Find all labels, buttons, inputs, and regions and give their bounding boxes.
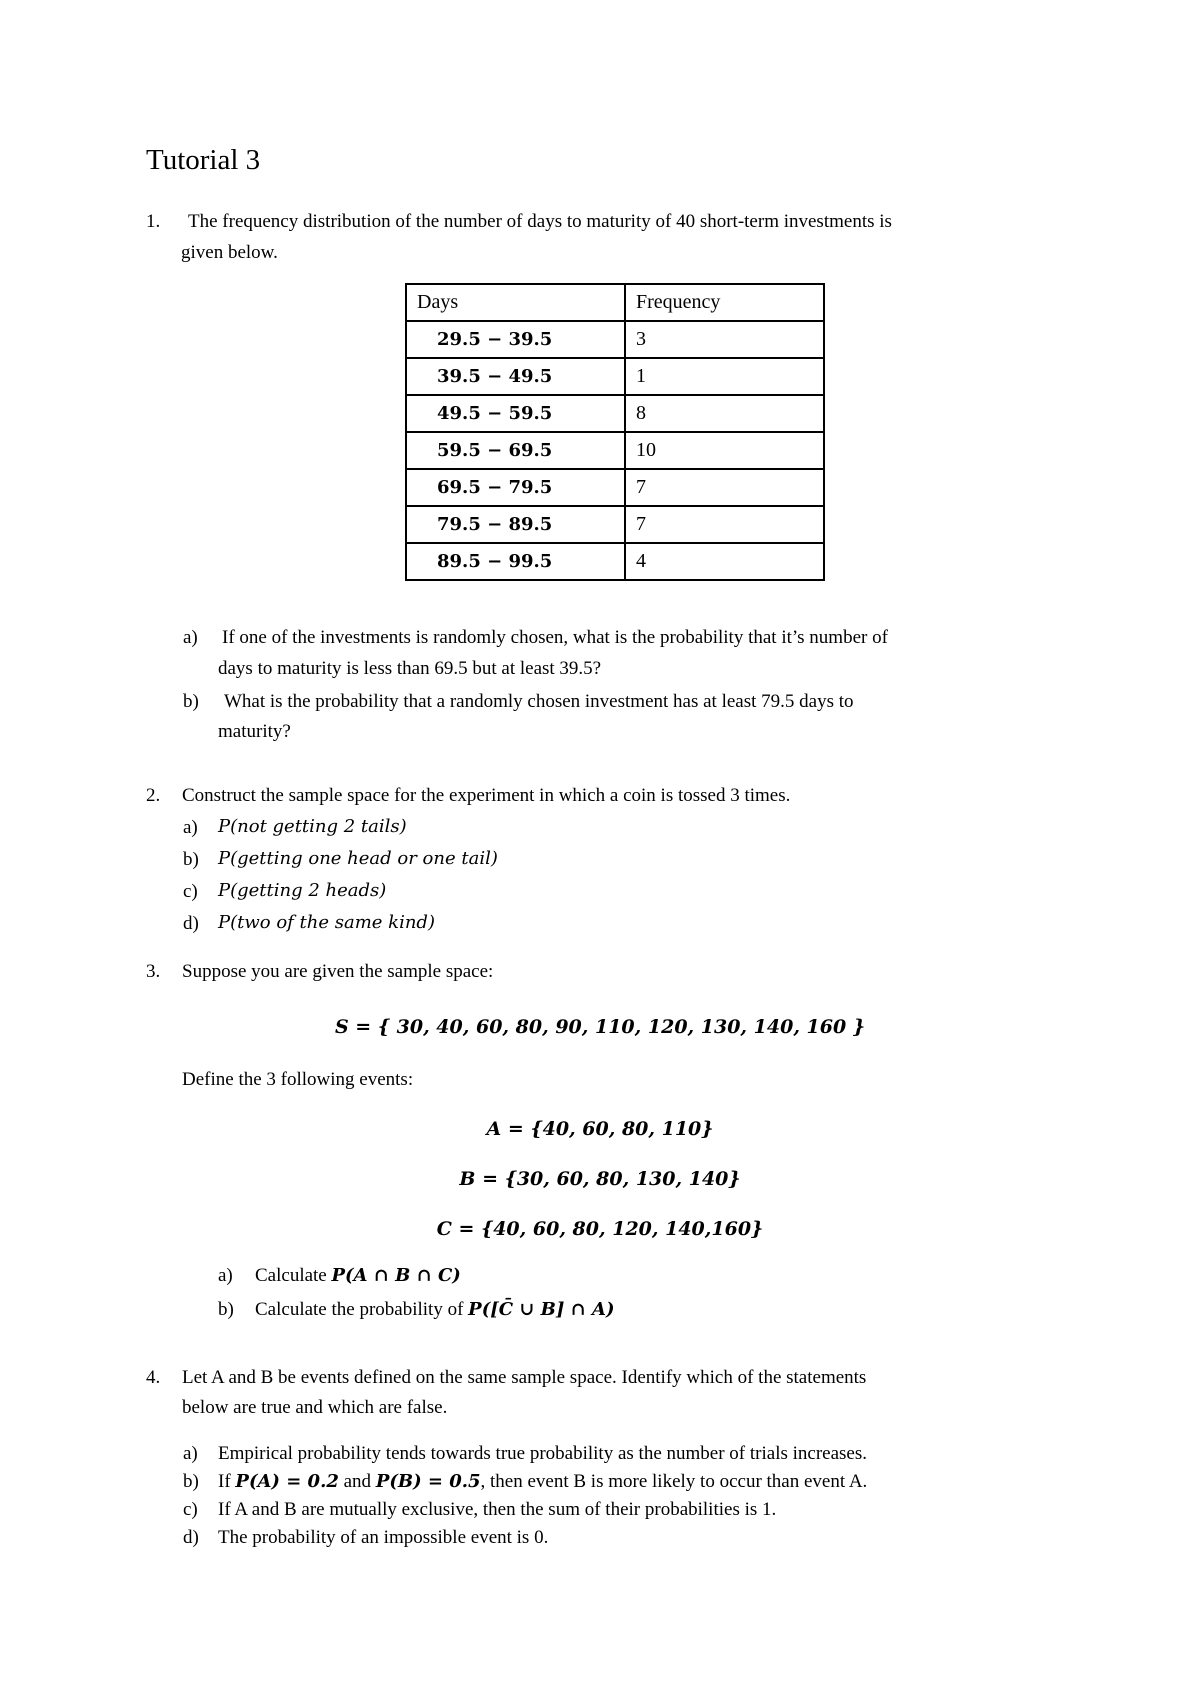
q4-text-line2: below are true and which are false.	[182, 1397, 448, 1418]
table-row	[406, 321, 824, 358]
q2a-label: a)	[183, 817, 198, 838]
q4b-line	[218, 1472, 867, 1491]
q2-text: Construct the sample space for the experiment in which a coin is tossed 3 times.	[182, 785, 791, 806]
q4b-pre: If	[218, 1471, 236, 1492]
table-row	[406, 469, 824, 506]
frequency-table	[405, 283, 825, 581]
q3a-expression: P(A ∩ B ∩ C)	[331, 1265, 461, 1286]
table-cell-days: 49.5 − 59.5	[406, 395, 625, 432]
table-row	[406, 432, 824, 469]
table-cell-frequency: 7	[625, 506, 824, 543]
table-cell-days: 89.5 − 99.5	[406, 543, 625, 580]
q1-text-line2: given below.	[181, 242, 278, 263]
table-row	[406, 395, 824, 432]
q4b-label: b)	[183, 1471, 199, 1492]
q1-number: 1.	[146, 211, 161, 232]
q3b-line	[255, 1300, 615, 1319]
q4b-expression-b: P(B) = 0.5	[375, 1471, 481, 1492]
q1b-text-line1: What is the probability that a randomly chosen investment has at least 79.5 days to	[224, 691, 854, 712]
q4-text-line1: Let A and B be events defined on the same sample space. Identify which of the statements	[182, 1367, 867, 1388]
q4b-mid: and	[338, 1471, 376, 1492]
table-cell-frequency: 4	[625, 543, 824, 580]
q2b-label: b)	[183, 849, 199, 870]
q2b-expression: P(getting one head or one tail)	[218, 848, 498, 869]
q1-text-line1: The frequency distribution of the number of days to maturity of 40 short-term investments is	[188, 211, 892, 232]
q2c-label: c)	[183, 881, 198, 902]
q3-define-text: Define the 3 following events:	[182, 1069, 414, 1090]
table-cell-days: 79.5 − 89.5	[406, 506, 625, 543]
table-header-frequency: Frequency	[625, 284, 824, 321]
q3-number: 3.	[146, 961, 161, 982]
q4c-text: If A and B are mutually exclusive, then the sum of their probabilities is 1.	[218, 1499, 777, 1520]
sample-space-set: S = { 30, 40, 60, 80, 90, 110, 120, 130, 140, 160 }	[334, 1016, 866, 1038]
q4c-label: c)	[183, 1499, 198, 1520]
event-a-set: A = {40, 60, 80, 110}	[486, 1118, 714, 1140]
q1b-label: b)	[183, 691, 199, 712]
table-cell-days: 69.5 − 79.5	[406, 469, 625, 506]
q2d-label: d)	[183, 913, 199, 934]
q1a-text-line2: days to maturity is less than 69.5 but at least 39.5?	[218, 658, 602, 679]
q4d-text: The probability of an impossible event is 0.	[218, 1527, 549, 1548]
table-row	[406, 543, 824, 580]
table-header-days: Days	[406, 284, 625, 321]
q1b-text-line2: maturity?	[218, 721, 291, 742]
table-cell-days: 59.5 − 69.5	[406, 432, 625, 469]
table-cell-days: 39.5 − 49.5	[406, 358, 625, 395]
q4b-expression-a: P(A) = 0.2	[235, 1471, 339, 1492]
table-cell-frequency: 10	[625, 432, 824, 469]
q3b-expression: P([C̄ ∪ B] ∩ A)	[468, 1299, 615, 1320]
event-b-set: B = {30, 60, 80, 130, 140}	[459, 1168, 741, 1190]
table-cell-frequency: 1	[625, 358, 824, 395]
q3b-label: b)	[218, 1299, 234, 1320]
q4-number: 4.	[146, 1367, 161, 1388]
table-header-row	[406, 284, 824, 321]
q4b-post: , then event B is more likely to occur than event A.	[480, 1471, 868, 1492]
q2c-expression: P(getting 2 heads)	[218, 880, 387, 901]
q2d-expression: P(two of the same kind)	[218, 912, 435, 933]
table-row	[406, 358, 824, 395]
q4a-text: Empirical probability tends towards true probability as the number of trials increases.	[218, 1443, 867, 1464]
q3b-text: Calculate the probability of	[255, 1299, 469, 1320]
event-c-set: C = {40, 60, 80, 120, 140,160}	[436, 1218, 764, 1240]
q2-number: 2.	[146, 785, 161, 806]
q4a-label: a)	[183, 1443, 198, 1464]
q2a-expression: P(not getting 2 tails)	[218, 816, 407, 837]
q3a-text: Calculate	[255, 1265, 332, 1286]
q1a-label: a)	[183, 627, 198, 648]
table-cell-frequency: 7	[625, 469, 824, 506]
q4d-label: d)	[183, 1527, 199, 1548]
q1a-text-line1: If one of the investments is randomly chosen, what is the probability that it’s number of	[222, 627, 888, 648]
q3-text: Suppose you are given the sample space:	[182, 961, 494, 982]
table-cell-days: 29.5 − 39.5	[406, 321, 625, 358]
table-cell-frequency: 8	[625, 395, 824, 432]
table-cell-frequency: 3	[625, 321, 824, 358]
q3a-line	[255, 1266, 461, 1285]
q3a-label: a)	[218, 1265, 233, 1286]
table-row	[406, 506, 824, 543]
page-title: Tutorial 3	[146, 144, 261, 176]
